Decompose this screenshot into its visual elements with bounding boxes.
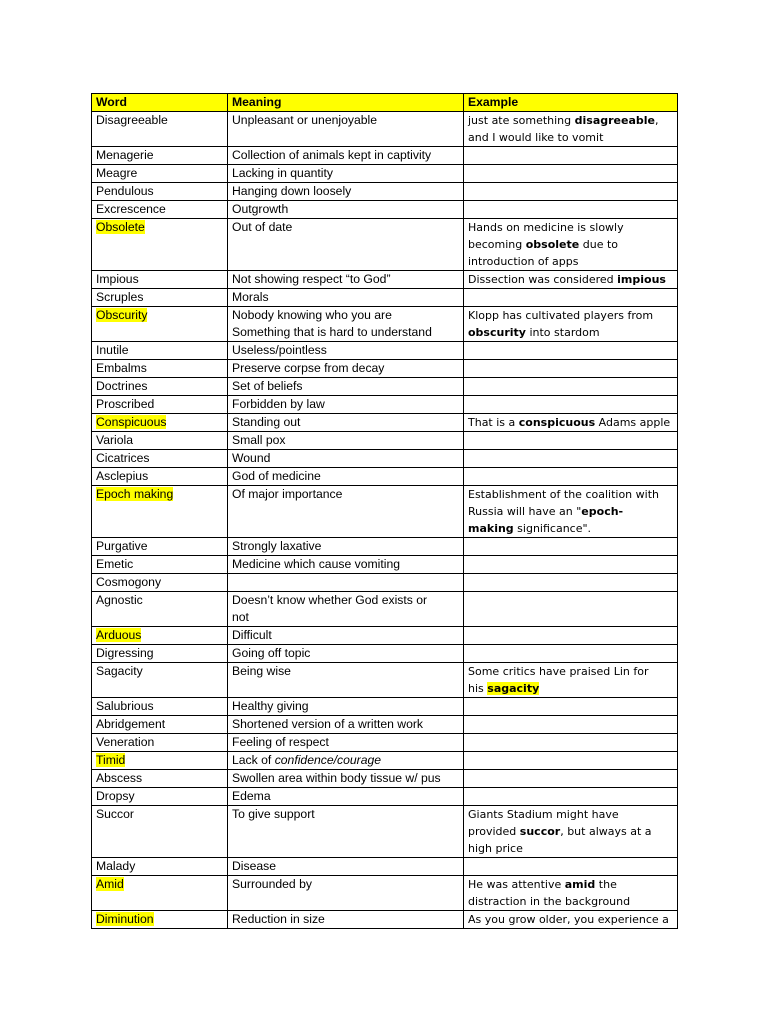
word-cell — [92, 201, 228, 219]
meaning-text: Being wise — [232, 664, 291, 678]
table-row — [92, 876, 678, 911]
word-text: Salubrious — [96, 699, 154, 713]
example-line — [468, 663, 673, 680]
meaning-text: Useless/pointless — [232, 343, 327, 357]
word-text: Malady — [96, 859, 136, 873]
word-text: Abridgement — [96, 717, 166, 731]
word-cell — [92, 698, 228, 716]
word-text: Asclepius — [96, 469, 149, 483]
example-cell — [464, 716, 678, 734]
word-cell — [92, 663, 228, 698]
meaning-cell — [228, 645, 464, 663]
table-row — [92, 645, 678, 663]
table-row — [92, 342, 678, 360]
meaning-cell — [228, 147, 464, 165]
example-text: significance". — [513, 522, 592, 535]
example-text: provided — [468, 825, 520, 838]
example-line — [468, 876, 673, 893]
example-cell — [464, 360, 678, 378]
example-line — [468, 414, 673, 431]
example-text: He was attentive — [468, 878, 565, 891]
example-text: Klopp has cultivated players from — [468, 309, 654, 322]
table-row — [92, 486, 678, 538]
example-line — [468, 271, 673, 288]
example-line — [468, 823, 673, 840]
meaning-text: Collection of animals kept in captivity — [232, 148, 432, 162]
word-text: Cicatrices — [96, 451, 150, 465]
word-text: Abscess — [96, 771, 143, 785]
word-cell — [92, 574, 228, 592]
table-row — [92, 219, 678, 271]
word-text: Inutile — [96, 343, 129, 357]
example-text: Giants Stadium might have — [468, 808, 619, 821]
word-text: Embalms — [96, 361, 147, 375]
word-text: Succor — [96, 807, 134, 821]
example-cell — [464, 592, 678, 627]
example-cell — [464, 574, 678, 592]
word-cell — [92, 538, 228, 556]
example-cell — [464, 147, 678, 165]
meaning-cell — [228, 486, 464, 538]
table-row — [92, 858, 678, 876]
table-row — [92, 183, 678, 201]
word-cell — [92, 112, 228, 147]
table-row — [92, 360, 678, 378]
table-row — [92, 770, 678, 788]
table-row — [92, 734, 678, 752]
word-cell — [92, 307, 228, 342]
word-text: Epoch making — [96, 487, 174, 501]
table-row — [92, 414, 678, 432]
word-cell — [92, 876, 228, 911]
example-line — [468, 806, 673, 823]
example-text: Russia will have an " — [468, 505, 582, 518]
example-text: , — [655, 114, 659, 127]
meaning-cell — [228, 289, 464, 307]
table-row — [92, 788, 678, 806]
meaning-text: Hanging down loosely — [232, 184, 352, 198]
table-header-row — [92, 94, 678, 112]
table-row — [92, 289, 678, 307]
table-row — [92, 201, 678, 219]
word-cell — [92, 183, 228, 201]
meaning-cell — [228, 396, 464, 414]
meaning-cell — [228, 752, 464, 770]
word-cell — [92, 734, 228, 752]
meaning-cell — [228, 112, 464, 147]
word-text: Amid — [96, 877, 124, 891]
example-text: Dissection was considered — [468, 273, 618, 286]
word-cell — [92, 645, 228, 663]
table-row — [92, 396, 678, 414]
example-line — [468, 307, 673, 324]
example-cell — [464, 183, 678, 201]
meaning-cell — [228, 165, 464, 183]
example-cell — [464, 734, 678, 752]
meaning-text: Lacking in quantity — [232, 166, 333, 180]
table-row — [92, 592, 678, 627]
word-text: Arduous — [96, 628, 142, 642]
example-keyword: obscurity — [468, 326, 526, 339]
meaning-text: Set of beliefs — [232, 379, 303, 393]
word-text: Cosmogony — [96, 575, 162, 589]
word-cell — [92, 627, 228, 645]
example-text: Some critics have praised Lin for — [468, 665, 649, 678]
word-cell — [92, 770, 228, 788]
word-cell — [92, 219, 228, 271]
word-text: Veneration — [96, 735, 155, 749]
meaning-text: Swollen area within body tissue w/ pus — [232, 771, 441, 785]
table-row — [92, 911, 678, 929]
meaning-cell — [228, 806, 464, 858]
meaning-cell — [228, 911, 464, 929]
table-row — [92, 716, 678, 734]
example-keyword: epoch- — [581, 505, 624, 518]
word-text: Disagreeable — [96, 113, 168, 127]
example-keyword: disagreeable — [574, 114, 655, 127]
meaning-cell — [228, 342, 464, 360]
word-cell — [92, 788, 228, 806]
example-cell — [464, 788, 678, 806]
meaning-text: Outgrowth — [232, 202, 289, 216]
header-example: Example — [464, 94, 678, 112]
meaning-cell — [228, 556, 464, 574]
meaning-text — [232, 752, 459, 769]
meaning-text: Surrounded by — [232, 877, 312, 891]
example-cell — [464, 770, 678, 788]
table-row — [92, 556, 678, 574]
word-text: Agnostic — [96, 593, 143, 607]
word-cell — [92, 806, 228, 858]
meaning-cell — [228, 414, 464, 432]
word-cell — [92, 486, 228, 538]
word-cell — [92, 378, 228, 396]
word-text: Conspicuous — [96, 415, 167, 429]
meaning-text: Medicine which cause vomiting — [232, 557, 400, 571]
example-text: As you grow older, you experience a — [468, 913, 669, 926]
meaning-text: Going off topic — [232, 646, 311, 660]
table-body — [92, 112, 678, 929]
table-row — [92, 271, 678, 289]
word-text: Emetic — [96, 557, 134, 571]
example-cell — [464, 219, 678, 271]
vocabulary-table — [91, 93, 678, 929]
word-text: Purgative — [96, 539, 148, 553]
word-text: Proscribed — [96, 397, 155, 411]
example-line — [468, 893, 673, 910]
meaning-text: Not showing respect “to God” — [232, 272, 391, 286]
example-line — [468, 486, 673, 503]
example-text: distraction in the background — [468, 895, 631, 908]
word-cell — [92, 432, 228, 450]
example-text: Establishment of the coalition with — [468, 488, 659, 501]
meaning-text: Morals — [232, 290, 269, 304]
word-text: Impious — [96, 272, 139, 286]
meaning-cell — [228, 716, 464, 734]
example-cell — [464, 876, 678, 911]
meaning-text: Wound — [232, 451, 271, 465]
meaning-cell — [228, 663, 464, 698]
header-meaning: Meaning — [228, 94, 464, 112]
example-cell — [464, 342, 678, 360]
meaning-text: Of major importance — [232, 487, 343, 501]
table-row — [92, 450, 678, 468]
meaning-cell — [228, 876, 464, 911]
meaning-text: Preserve corpse from decay — [232, 361, 385, 375]
example-keyword: conspicuous — [518, 416, 596, 429]
meaning-cell — [228, 574, 464, 592]
example-line — [468, 253, 673, 270]
word-text: Obscurity — [96, 308, 148, 322]
meaning-text: Something that is hard to understand — [232, 325, 432, 339]
table-row — [92, 468, 678, 486]
table-row — [92, 112, 678, 147]
meaning-text: Out of date — [232, 220, 293, 234]
example-cell — [464, 645, 678, 663]
meaning-cell — [228, 201, 464, 219]
meaning-cell — [228, 450, 464, 468]
word-text: Sagacity — [96, 664, 143, 678]
word-cell — [92, 289, 228, 307]
example-cell — [464, 112, 678, 147]
example-text: due to — [579, 238, 619, 251]
example-line — [468, 680, 673, 697]
example-line — [468, 911, 673, 928]
example-cell — [464, 378, 678, 396]
example-cell — [464, 911, 678, 929]
example-text: into stardom — [525, 326, 600, 339]
table-row — [92, 147, 678, 165]
table-row — [92, 698, 678, 716]
example-text: and I would like to vomit — [468, 131, 604, 144]
word-cell — [92, 360, 228, 378]
word-text: Variola — [96, 433, 134, 447]
word-cell — [92, 592, 228, 627]
meaning-text: Doesn’t know whether God exists or — [232, 593, 428, 607]
meaning-cell — [228, 219, 464, 271]
word-cell — [92, 342, 228, 360]
table-row — [92, 538, 678, 556]
word-cell — [92, 396, 228, 414]
example-line — [468, 840, 673, 857]
example-text: the — [595, 878, 617, 891]
meaning-cell — [228, 788, 464, 806]
example-line — [468, 219, 673, 236]
example-line — [468, 520, 673, 537]
meaning-text: Shortened version of a written work — [232, 717, 424, 731]
example-line — [468, 324, 673, 341]
example-text: just ate something — [468, 114, 575, 127]
meaning-text: Forbidden by law — [232, 397, 325, 411]
word-cell — [92, 752, 228, 770]
meaning-text: Nobody knowing who you are — [232, 308, 392, 322]
table-row — [92, 663, 678, 698]
meaning-segment: confidence/courage — [274, 753, 382, 767]
example-text: his — [468, 682, 488, 695]
example-cell — [464, 752, 678, 770]
word-cell — [92, 271, 228, 289]
word-text: Scruples — [96, 290, 144, 304]
meaning-cell — [228, 698, 464, 716]
example-text: , but always at a — [560, 825, 652, 838]
example-cell — [464, 858, 678, 876]
meaning-cell — [228, 627, 464, 645]
meaning-text: God of medicine — [232, 469, 321, 483]
example-keyword: obsolete — [525, 238, 580, 251]
example-cell — [464, 486, 678, 538]
meaning-cell — [228, 360, 464, 378]
meaning-text: Feeling of respect — [232, 735, 329, 749]
example-text: Hands on medicine is slowly — [468, 221, 624, 234]
meaning-cell — [228, 858, 464, 876]
example-keyword: making — [468, 522, 514, 535]
example-cell — [464, 468, 678, 486]
meaning-text: Healthy giving — [232, 699, 309, 713]
word-text: Doctrines — [96, 379, 148, 393]
word-text: Diminution — [96, 912, 154, 926]
meaning-cell — [228, 378, 464, 396]
word-cell — [92, 165, 228, 183]
table-row — [92, 806, 678, 858]
table-row — [92, 307, 678, 342]
word-cell — [92, 450, 228, 468]
example-cell — [464, 556, 678, 574]
example-line — [468, 129, 673, 146]
example-cell — [464, 450, 678, 468]
example-cell — [464, 806, 678, 858]
meaning-text: Disease — [232, 859, 277, 873]
meaning-segment: Lack of — [232, 753, 275, 767]
example-text: becoming — [468, 238, 526, 251]
table-row — [92, 165, 678, 183]
example-text: introduction of apps — [468, 255, 579, 268]
meaning-cell — [228, 183, 464, 201]
example-text: That is a — [468, 416, 519, 429]
word-text: Digressing — [96, 646, 154, 660]
meaning-text: Edema — [232, 789, 271, 803]
table-row — [92, 378, 678, 396]
word-cell — [92, 556, 228, 574]
meaning-text: Unpleasant or unenjoyable — [232, 113, 378, 127]
example-cell — [464, 271, 678, 289]
example-cell — [464, 627, 678, 645]
word-text: Pendulous — [96, 184, 154, 198]
example-cell — [464, 432, 678, 450]
example-cell — [464, 165, 678, 183]
example-keyword: impious — [617, 273, 666, 286]
example-cell — [464, 289, 678, 307]
example-keyword: sagacity — [487, 682, 540, 695]
table-row — [92, 752, 678, 770]
example-cell — [464, 698, 678, 716]
word-text: Obsolete — [96, 220, 145, 234]
meaning-text: Standing out — [232, 415, 301, 429]
example-line — [468, 112, 673, 129]
meaning-text: To give support — [232, 807, 315, 821]
table-row — [92, 627, 678, 645]
example-cell — [464, 396, 678, 414]
meaning-cell — [228, 271, 464, 289]
meaning-text: Difficult — [232, 628, 272, 642]
meaning-cell — [228, 307, 464, 342]
example-line — [468, 503, 673, 520]
meaning-cell — [228, 592, 464, 627]
example-cell — [464, 414, 678, 432]
example-line — [468, 236, 673, 253]
word-cell — [92, 147, 228, 165]
word-text: Dropsy — [96, 789, 135, 803]
word-text: Timid — [96, 753, 126, 767]
header-word: Word — [92, 94, 228, 112]
word-text: Meagre — [96, 166, 138, 180]
word-cell — [92, 911, 228, 929]
example-keyword: amid — [564, 878, 596, 891]
example-text: high price — [468, 842, 523, 855]
meaning-cell — [228, 538, 464, 556]
example-text: Adams apple — [595, 416, 671, 429]
table-row — [92, 432, 678, 450]
word-cell — [92, 716, 228, 734]
meaning-text: Strongly laxative — [232, 539, 322, 553]
meaning-text: not — [232, 610, 249, 624]
word-cell — [92, 414, 228, 432]
meaning-cell — [228, 468, 464, 486]
word-text: Excrescence — [96, 202, 166, 216]
meaning-cell — [228, 432, 464, 450]
meaning-text: Reduction in size — [232, 912, 325, 926]
example-keyword: succor — [519, 825, 561, 838]
example-cell — [464, 307, 678, 342]
word-text: Menagerie — [96, 148, 154, 162]
example-cell — [464, 538, 678, 556]
table-row — [92, 574, 678, 592]
meaning-text: Small pox — [232, 433, 286, 447]
word-cell — [92, 858, 228, 876]
word-cell — [92, 468, 228, 486]
meaning-cell — [228, 770, 464, 788]
meaning-cell — [228, 734, 464, 752]
example-cell — [464, 201, 678, 219]
example-cell — [464, 663, 678, 698]
